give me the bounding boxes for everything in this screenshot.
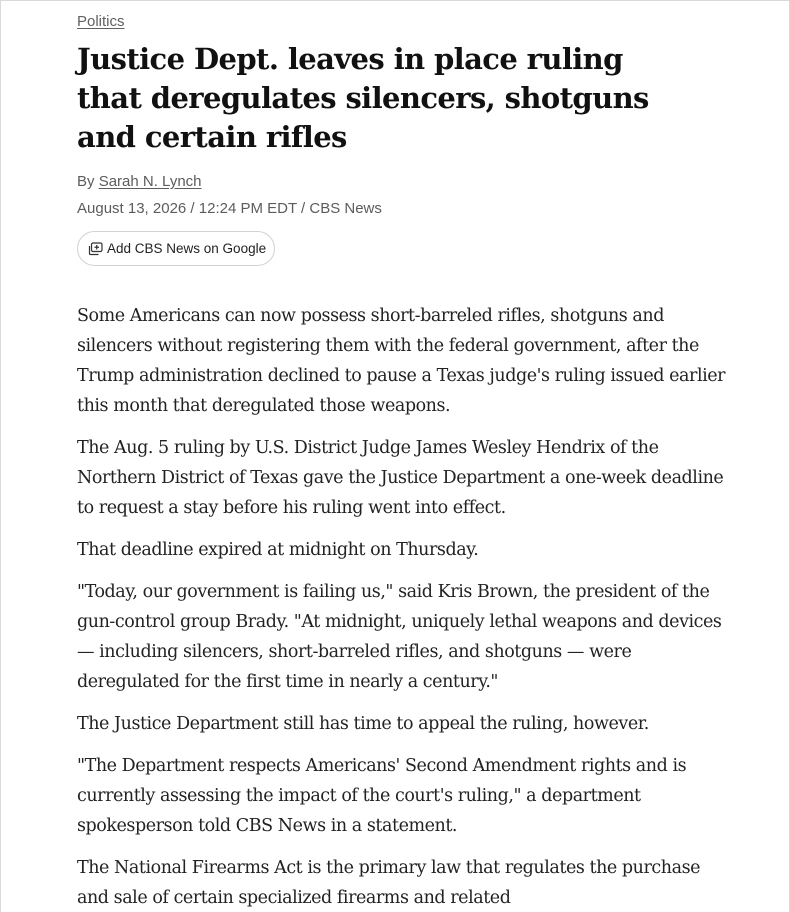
byline [77,171,727,192]
paragraph: "Today, our government is failing us," said Kris Brown, the president of the gun-control group Brady. "At midnight, uniquely lethal weapons and devices — including silencers, short-barreled rifles, and shotguns — were deregulated for the first time in nearly a century." [77,582,722,692]
byline-prefix: By [77,173,95,190]
article-body [77,301,727,912]
add-to-google-label: Add CBS News on Google [107,241,267,256]
paragraph: Some Americans can now possess short-barreled rifles, shotguns and silencers without registering them with the federal government, after the Trump administration declined to pause a Texas judge's ruling issued earlier this month that deregulated those weapons. [77,306,726,416]
author-link[interactable]: Sarah N. Lynch [98,173,202,190]
paragraph: The National Firearms Act is the primary law that regulates the purchase and sale of certain specialized firearms and related [77,858,701,908]
paragraph: "The Department respects Americans' Second Amendment rights and is currently assessing the impact of the court's ruling," a department spokesperson told CBS News in a statement. [77,756,687,836]
dateline: August 13, 2026 / 12:24 PM EDT / CBS News [77,200,382,217]
article [77,12,727,912]
paragraph: That deadline expired at midnight on Thursday. [77,540,479,560]
paragraph: The Aug. 5 ruling by U.S. District Judge James Wesley Hendrix of the Northern District of Texas gave the Justice Department a one-week deadline to request a stay before his ruling went into effect. [77,438,724,518]
headline: Justice Dept. leaves in place ruling that deregulates silencers, shotguns and certain rifles [77,42,649,154]
add-to-google-icon [87,242,103,256]
category-link[interactable]: Politics [77,13,125,30]
paragraph: The Justice Department still has time to appeal the ruling, however. [77,714,649,734]
add-to-google-button[interactable] [77,231,275,266]
